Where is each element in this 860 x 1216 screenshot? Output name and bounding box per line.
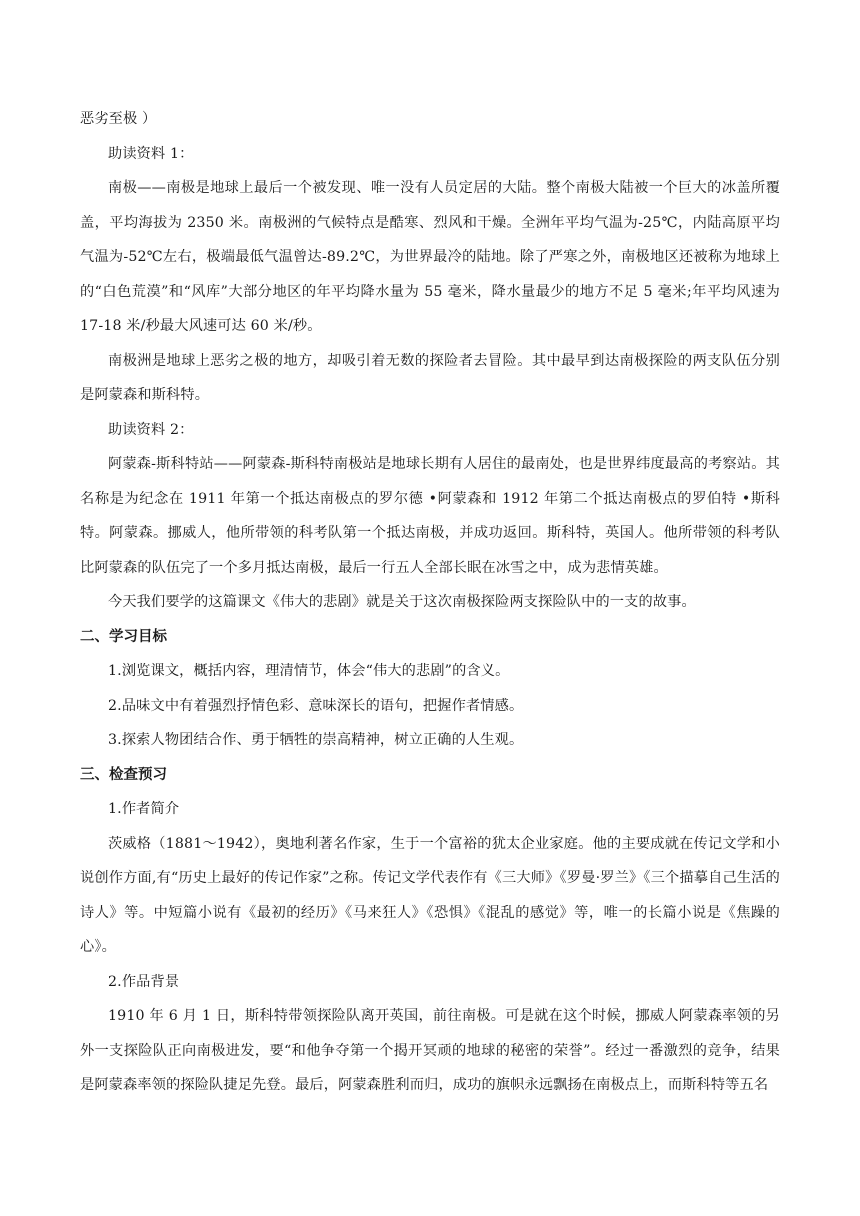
background-label: 2.作品背景 <box>108 973 180 990</box>
section-heading-preview: 三、检查预习 <box>80 766 167 783</box>
author-label: 1.作者简介 <box>108 801 180 817</box>
author-paragraph: 茨威格（1881～1942），奥地利著名作家，生于一个富裕的犹太企业家庭。他的主要成就在传记文学和小说创作方面,有“历史上最好的传记作家”之称。传记文学代表作有《三大师》《罗曼·罗兰》《三个描摹自己生活的诗人》等。中短篇小说有《最初的经历》《马来狂人》《恐惧》《混乱的感觉》等，唯一的长篇小说是《焦躁的心》。 <box>80 835 780 955</box>
goal-item: 1.浏览课文，概括内容，理清情节，体会“伟大的悲剧”的含义。 <box>108 663 510 679</box>
continuation-text: 恶劣至极 ） <box>80 111 157 127</box>
intro-paragraph: 今天我们要学的这篇课文《伟大的悲剧》就是关于这次南极探险两支探险队中的一支的故事。 <box>108 594 696 610</box>
aid1-paragraph-2: 南极洲是地球上恶劣之极的地方，却吸引着无数的探险者去冒险。其中最早到达南极探险的两支队伍分别是阿蒙森和斯科特。 <box>80 352 780 403</box>
goal-item: 3.探索人物团结合作、勇于牺牲的崇高精神，树立正确的人生观。 <box>108 732 524 748</box>
document-page <box>80 102 780 1103</box>
background-paragraph: 1910 年 6 月 1 日，斯科特带领探险队离开英国，前往南极。可是就在这个时候，挪威人阿蒙森率领的另外一支探险队正向南极进发，要“和他争夺第一个揭开冥顽的地球的秘密的荣誉”。经过一番激烈的竞争，结果是阿蒙森率领的探险队捷足先登。最后，阿蒙森胜利而归，成功的旗帜永远飘扬在南极点上，而斯科特等五名 <box>80 1008 780 1093</box>
goal-item: 2.品味文中有着强烈抒情色彩、意味深长的语句，把握作者情感。 <box>108 697 524 714</box>
aid2-label: 助读资料 2： <box>108 421 194 438</box>
aid1-label: 助读资料 1： <box>108 145 194 162</box>
aid1-paragraph: 南极——南极是地球上最后一个被发现、唯一没有人员定居的大陆。整个南极大陆被一个巨大的冰盖所覆盖，平均海拔为 2350 米。南极洲的气候特点是酷寒、烈风和干燥。全洲年平均气温为-25℃，内陆高原平均气温为-52℃左右，极端最低气温曾达-89.2℃，为世界最冷的陆地。除了严寒之外，南极地区还被称为地球上的“白色荒漠”和“风库”大部分地区的年平均降水量为 55 毫米，降水量最少的地方不足 5 毫米;年平均风速为 17-18 米/秒最大风速可达 60 米/秒。 <box>80 180 780 334</box>
aid2-paragraph: 阿蒙森-斯科特站——阿蒙森-斯科特南极站是地球长期有人居住的最南处，也是世界纬度最高的考察站。其名称是为纪念在 1911 年第一个抵达南极点的罗尔德 •阿蒙森和 1912 年第二个抵达南极点的罗伯特 •斯科特。阿蒙森。挪威人，他所带领的科考队第一个抵达南极，并成功返回。斯科特，英国人。他所带领的科考队比阿蒙森的队伍完了一个多月抵达南极，最后一行五人全部长眠在冰雪之中，成为悲情英雄。 <box>80 456 780 576</box>
section-heading-goals: 二、学习目标 <box>80 628 167 645</box>
